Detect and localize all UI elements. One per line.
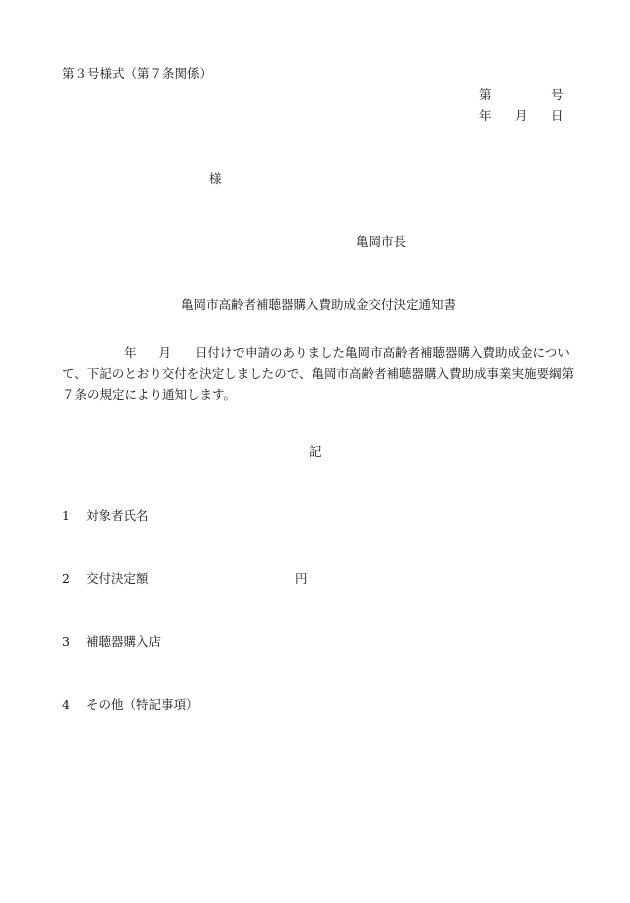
body-line-3: ７条の規定により通知します。 [62, 387, 237, 402]
item-label: 補聴器購入店 [86, 634, 162, 649]
body-year-label: 年 [124, 345, 137, 360]
date-day-label: 日 [551, 108, 564, 123]
item-number: 2 [62, 571, 70, 586]
item-grant-amount [62, 573, 149, 586]
body-line-1-text: 日付けで申請のありました亀岡市高齢者補聴器購入費助成金につい [195, 345, 570, 360]
item-number: 4 [62, 697, 70, 712]
date-month-label: 月 [515, 108, 528, 123]
item-number: 1 [62, 508, 70, 523]
date-year-label: 年 [479, 108, 492, 123]
body-line-2: て、下記のとおり交付を決定しましたので、亀岡市高齢者補聴器購入費助成事業実施要綱第 [62, 366, 575, 381]
document-number-prefix: 第 [479, 87, 492, 102]
item-subject-name [62, 510, 149, 523]
ki-heading: 記 [309, 444, 322, 459]
item-label: 交付決定額 [86, 571, 149, 586]
body-line-1 [62, 342, 582, 363]
item-other-notes [62, 699, 199, 712]
addressee-honorific: 様 [209, 171, 222, 186]
item-label: その他（特記事項） [86, 697, 199, 712]
sender-name: 亀岡市長 [356, 234, 407, 249]
item-label: 対象者氏名 [86, 508, 149, 523]
body-month-label: 月 [158, 345, 172, 360]
document-title: 亀岡市高齢者補聴器購入費助成金交付決定通知書 [181, 297, 457, 312]
document-number-suffix: 号 [551, 87, 564, 102]
item-number: 3 [62, 634, 70, 649]
form-style-number: 第３号様式（第７条関係） [62, 66, 213, 81]
item-hearing-aid-store [62, 636, 161, 649]
body-paragraph [62, 342, 582, 405]
amount-unit-yen: 円 [295, 571, 308, 586]
